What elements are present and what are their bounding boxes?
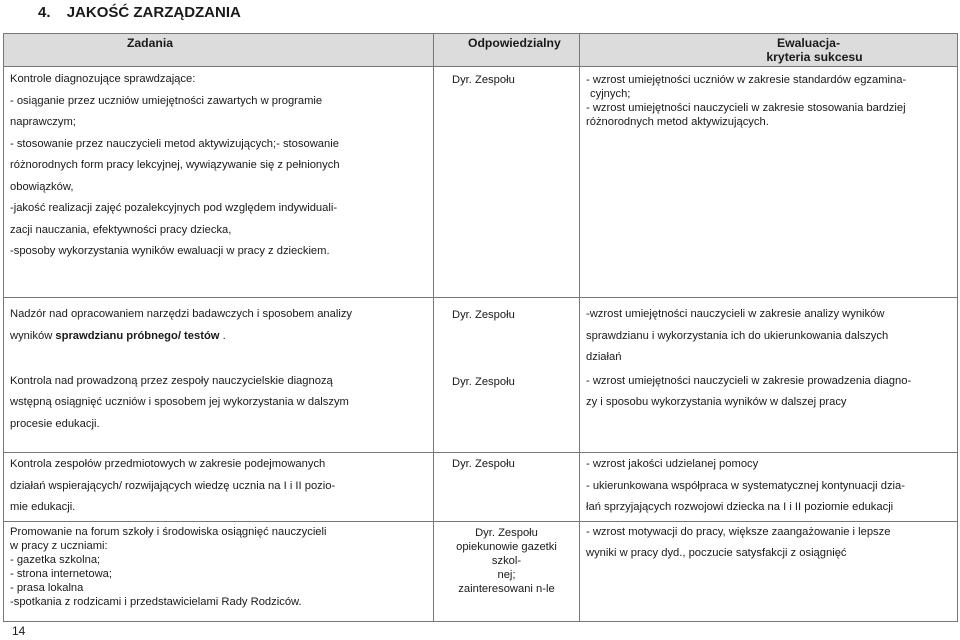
task-cell: Promowanie na forum szkoły i środowiska osiągnięć nauczycieli w pracy z uczniami: - gazetka szkolna; - strona internetowa; - prasa lokalna -spotkania z rodzicami i przedstawicielami Rady Rodziców. — [4, 521, 434, 621]
header-tasks: Zadania — [4, 34, 434, 67]
evaluation-cell: -wzrost umiejętności nauczycieli w zakresie analizy wyników sprawdzianu i wykorzystania ich do ukierunkowania dalszych działań — [580, 298, 958, 371]
table-row — [4, 67, 958, 298]
page-number: 14 — [12, 624, 26, 638]
evaluation-cell: - wzrost jakości udzielanej pomocy - ukierunkowana współpraca w systematycznej kontynuacji dzia- łań sprzyjających rozwojowi dziecka na I i II poziomie edukacji — [580, 453, 958, 522]
table-header-row — [4, 34, 958, 67]
table-row — [4, 371, 958, 453]
task-cell: Kontrola zespołów przedmiotowych w zakresie podejmowanych działań wspierających/ rozwijających wiedzę ucznia na I i II pozio- mie edukacji. — [4, 453, 434, 522]
section-title: JAKOŚĆ ZARZĄDZANIA — [66, 4, 241, 21]
responsible-cell: Dyr. Zespołu — [434, 298, 580, 371]
task-cell: Kontrole diagnozujące sprawdzające: - osiąganie przez uczniów umiejętności zawartych w programie naprawczym; - stosowanie przez nauczycieli metod aktywizujących;- stosowanie różnorodnych form pracy lekcyjnej, wywiązywanie się z pełnionych obowiązków, -jakość realizacji zajęć pozalekcyjnych pod względem indywiduali- zacji nauczania, efektywności pracy dziecka, -sposoby wykorzystania wyników ewaluacji w pracy z dzieckiem. — [4, 67, 434, 298]
header-evaluation: Ewaluacja- kryteria sukcesu — [580, 34, 958, 67]
responsible-cell: Dyr. Zespołu — [434, 371, 580, 453]
evaluation-cell: - wzrost motywacji do pracy, większe zaangażowanie i lepsze wyniki w pracy dyd., poczucie satysfakcji z osiągnięć — [580, 521, 958, 621]
bold-phrase: sprawdzianu próbnego/ testów — [55, 329, 220, 342]
header-responsible: Odpowiedzialny — [434, 34, 580, 67]
table-row — [4, 521, 958, 621]
evaluation-cell: - wzrost umiejętności uczniów w zakresie standardów egzamina- cyjnych; - wzrost umiejętności nauczycieli w zakresie stosowania bardziej różnorodnych metod aktywizujących. — [580, 67, 958, 298]
responsible-cell: Dyr. Zespołu opiekunowie gazetki szkol- nej; zainteresowani n-le — [434, 521, 580, 621]
task-cell: Kontrola nad prowadzoną przez zespoły nauczycielskie diagnozą wstępną osiągnięć uczniów i sposobem jej wykorzystania w dalszym procesie edukacji. — [4, 371, 434, 453]
responsible-cell: Dyr. Zespołu — [434, 67, 580, 298]
task-cell: Nadzór nad opracowaniem narzędzi badawczych i sposobem analizy wyników sprawdzianu próbnego/ testów . — [4, 298, 434, 371]
section-number: 4. — [38, 4, 51, 21]
table-row — [4, 298, 958, 371]
evaluation-cell: - wzrost umiejętności nauczycieli w zakresie prowadzenia diagno- zy i sposobu wykorzystania wyników w dalszej pracy — [580, 371, 958, 453]
quality-management-table — [3, 33, 958, 622]
table-row — [4, 453, 958, 522]
responsible-cell: Dyr. Zespołu — [434, 453, 580, 522]
section-heading — [38, 4, 241, 21]
